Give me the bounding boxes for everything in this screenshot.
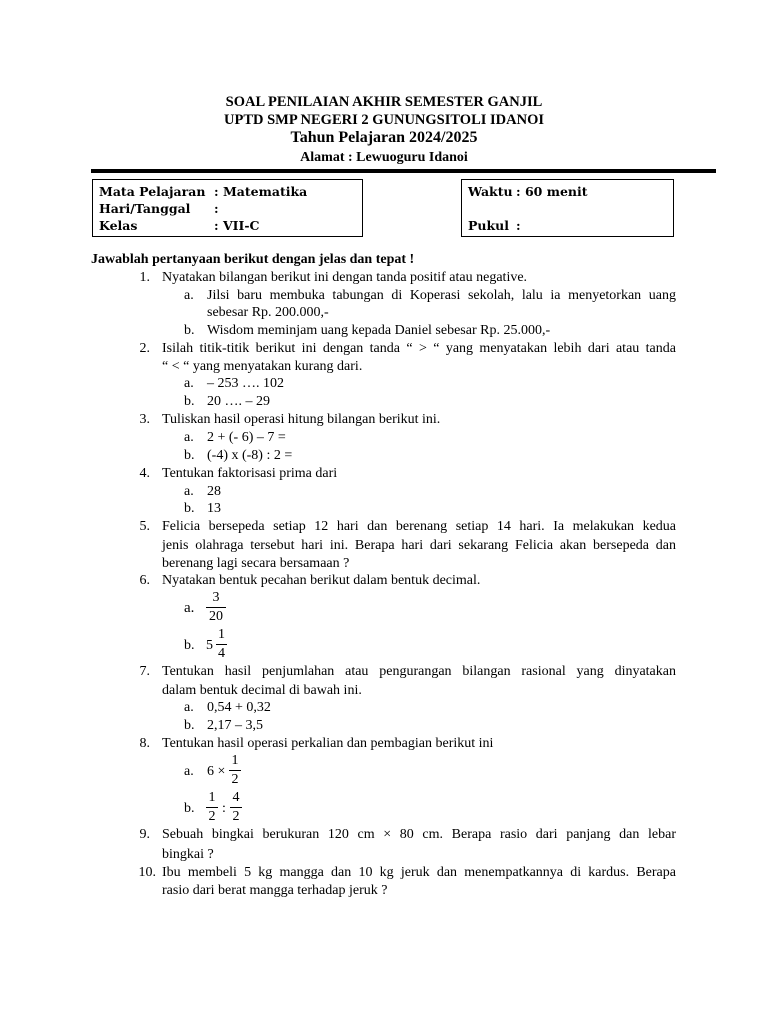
numerator: 1 [218, 627, 225, 642]
sub-letter: b. [184, 323, 195, 338]
question-text: Ibu membeli 5 kg mangga dan 10 kg jeruk dan menempatkannya di kardus. Berapa [162, 865, 676, 880]
sub-letter: b. [184, 394, 195, 409]
fraction-bar [206, 607, 226, 608]
denominator: 2 [232, 809, 240, 824]
question-number: 2. [139, 341, 150, 356]
question-number: 3. [139, 412, 150, 427]
instruction: Jawablah pertanyaan berikut dengan jelas dan tepat ! [91, 252, 415, 267]
date-label: Hari/Tanggal [99, 201, 191, 216]
date-value: : [214, 201, 219, 216]
fraction [206, 590, 226, 625]
fraction-bar [230, 807, 242, 808]
sub-letter: a. [184, 376, 194, 391]
sub-item-text: (-4) x (-8) : 2 = [207, 448, 293, 463]
question-text: rasio dari berat mangga terhadap jeruk ? [162, 883, 388, 898]
question-number: 7. [139, 664, 150, 679]
class-label: Kelas [99, 218, 138, 233]
sub-item-text: Wisdom meminjam uang kepada Daniel sebesar Rp. 25.000,- [207, 323, 551, 338]
question-text: Nyatakan bilangan berikut ini dengan tanda positif atau negative. [162, 270, 528, 285]
denominator: 4 [218, 646, 225, 661]
question-number: 6. [139, 573, 150, 588]
sub-letter: a. [184, 700, 194, 715]
question-number: 8. [139, 736, 150, 751]
sub-item-text: 28 [207, 484, 221, 499]
clock-label: Pukul [468, 218, 509, 233]
school-address: Alamat : Lewuoguru Idanoi [300, 150, 468, 165]
sub-letter: a. [184, 764, 194, 779]
sub-letter: a. [184, 288, 194, 303]
question-number: 1. [139, 270, 150, 285]
numerator: 1 [208, 790, 216, 805]
sub-item-text: – 253 …. 102 [207, 376, 284, 391]
fraction [230, 790, 242, 825]
time-label: Waktu [468, 184, 513, 199]
sub-letter: b. [184, 501, 195, 516]
fraction [229, 753, 241, 788]
sub-item-text: sebesar Rp. 200.000,- [207, 305, 329, 320]
exam-title: SOAL PENILAIAN AKHIR SEMESTER GANJIL [225, 94, 543, 110]
division-operator: : [222, 801, 226, 816]
question-text: Felicia bersepeda setiap 12 hari dan berenang setiap 14 hari. Ia melakukan kedua [162, 519, 676, 534]
question-text: bingkai ? [162, 847, 214, 862]
question-number: 5. [139, 519, 150, 534]
sub-letter: a. [184, 600, 195, 616]
sub-letter: a. [184, 484, 194, 499]
fraction-bar [206, 807, 218, 808]
sub-item-text: 2,17 – 3,5 [207, 718, 263, 733]
denominator: 2 [208, 809, 216, 824]
question-text: Tentukan faktorisasi prima dari [162, 466, 338, 481]
subject-value: : Matematika [214, 184, 308, 199]
subject-label: Mata Pelajaran [99, 184, 206, 199]
question-text: jenis olahraga tersebut hari ini. Berapa hari dari sekarang Felicia akan bersepeda dan [162, 538, 676, 553]
denominator: 2 [231, 772, 239, 787]
question-number: 10. [138, 865, 156, 880]
denominator: 20 [209, 609, 223, 624]
fraction [216, 627, 227, 662]
question-text: Tuliskan hasil operasi hitung bilangan berikut ini. [162, 412, 441, 427]
sub-letter: b. [184, 448, 195, 463]
question-text: dalam bentuk decimal di bawah ini. [162, 683, 362, 698]
fraction [206, 790, 218, 825]
info-box-left [92, 179, 363, 237]
numerator: 1 [231, 753, 239, 768]
header-divider [91, 169, 716, 173]
time-value: : 60 menit [516, 184, 588, 199]
question-text: berenang lagi secara bersamaan ? [162, 556, 350, 571]
academic-year: Tahun Pelajaran 2024/2025 [290, 129, 478, 146]
clock-value: : [516, 218, 521, 233]
school-name: UPTD SMP NEGERI 2 GUNUNGSITOLI IDANOI [224, 112, 544, 128]
question-text: Nyatakan bentuk pecahan berikut dalam bentuk decimal. [162, 573, 481, 588]
sub-item-text: 0,54 + 0,32 [207, 700, 271, 715]
sub-item-text: 2 + (- 6) – 7 = [207, 430, 286, 445]
question-text: Tentukan hasil penjumlahan atau pengurangan bilangan rasional yang dinyatakan [162, 664, 676, 679]
numerator: 4 [232, 790, 240, 805]
sub-item-text: 13 [207, 501, 221, 516]
sub-letter: b. [184, 638, 195, 653]
question-text: “ < “ yang menyatakan kurang dari. [162, 359, 363, 374]
sub-item-text: 20 …. – 29 [207, 394, 270, 409]
question-text: Sebuah bingkai berukuran 120 cm × 80 cm. Berapa rasio dari panjang dan lebar [162, 827, 676, 842]
question-text: Isilah titik-titik berikut ini dengan tanda “ > “ yang menyatakan lebih dari atau tanda [162, 341, 676, 356]
class-value: : VII-C [214, 218, 260, 233]
math-expression: 6 × [207, 764, 226, 779]
whole-number: 5 [206, 638, 213, 653]
fraction-bar [216, 644, 227, 645]
fraction-bar [229, 770, 241, 771]
question-number: 9. [139, 827, 150, 842]
sub-item-text: Jilsi baru membuka tabungan di Koperasi sekolah, lalu ia menyetorkan uang [207, 288, 676, 303]
sub-letter: a. [184, 430, 194, 445]
numerator: 3 [212, 590, 220, 605]
question-number: 4. [139, 466, 150, 481]
sub-letter: b. [184, 718, 195, 733]
sub-letter: b. [184, 801, 195, 816]
info-box-right [461, 179, 674, 237]
question-text: Tentukan hasil operasi perkalian dan pembagian berikut ini [162, 736, 494, 751]
